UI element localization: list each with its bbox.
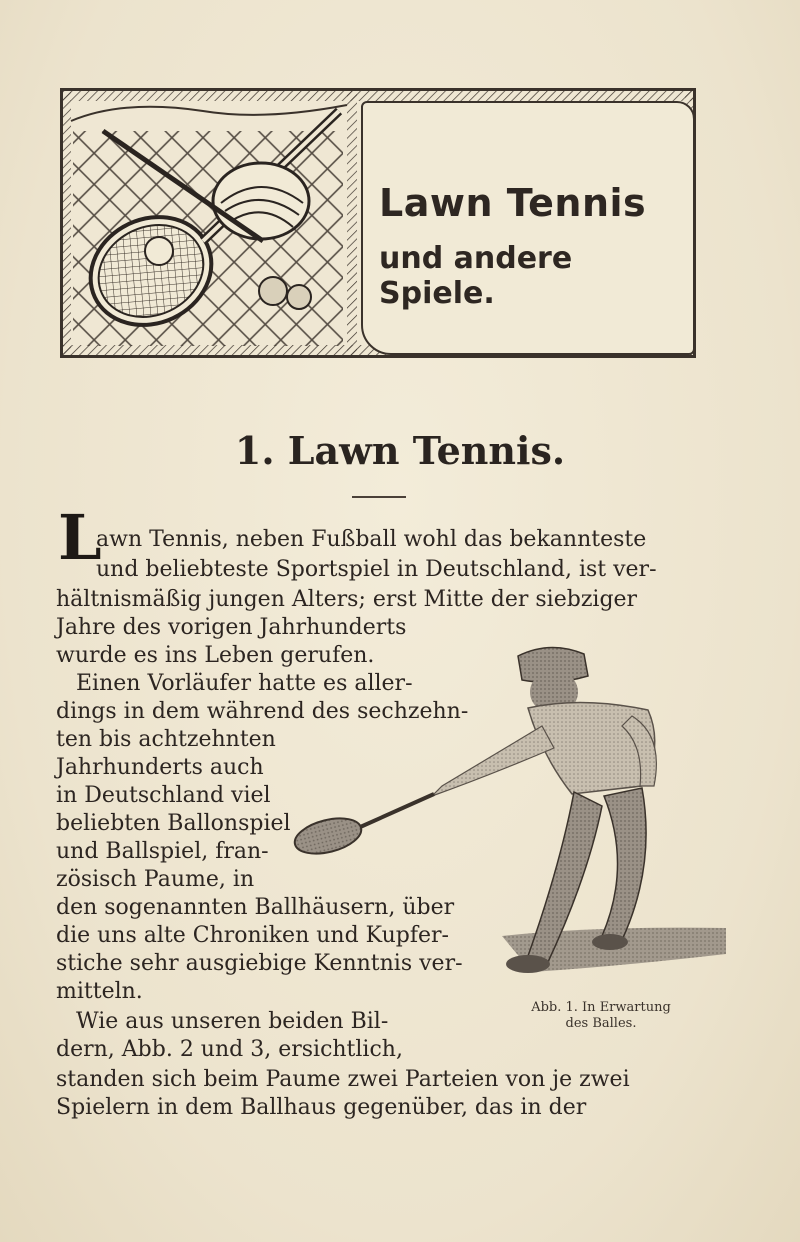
text-line: in Deutschland viel — [56, 783, 271, 808]
title-panel — [361, 101, 695, 355]
text-line: Spielern in dem Ballhaus gegenüber, das in der — [56, 1095, 587, 1120]
text-line: hältnismäßig jungen Alters; erst Mitte der siebziger — [56, 587, 638, 612]
drop-cap: L — [58, 501, 102, 574]
divider-rule — [352, 496, 406, 498]
tennis-racket-illustration — [63, 91, 359, 355]
text-line: den sogenannten Ballhäusern, über — [56, 895, 455, 920]
header-title: Lawn Tennis — [379, 181, 647, 225]
text-line: wurde es ins Leben gerufen. — [56, 643, 375, 668]
text-line: dings in dem während des sechzehn- — [56, 699, 469, 724]
text-line: beliebten Ballonspiel — [56, 811, 291, 836]
cap-icon — [213, 163, 309, 239]
chapter-heading: 1. Lawn Tennis. — [234, 428, 566, 473]
ball-icon — [259, 277, 287, 305]
text-line: und beliebteste Sportspiel in Deutschland, ist ver- — [96, 557, 657, 582]
header-subtitle: und andere Spiele. — [379, 241, 573, 311]
text-line: Jahre des vorigen Jahrhunderts — [56, 615, 407, 640]
text-line: Jahrhunderts auch — [56, 755, 264, 780]
caption-line1: Abb. 1. In Erwartung — [531, 1000, 671, 1015]
text-line: Einen Vorläufer hatte es aller- — [76, 671, 413, 696]
text-line: die uns alte Chroniken und Kupfer- — [56, 923, 449, 948]
figure-caption — [496, 1000, 706, 1032]
ball-icon — [287, 285, 311, 309]
text-line: zösisch Paume, in — [56, 867, 255, 892]
header-frame — [60, 88, 696, 358]
text-line: awn Tennis, neben Fußball wohl das bekannteste — [96, 527, 647, 552]
text-line: Wie aus unseren beiden Bil- — [76, 1009, 389, 1034]
text-line: dern, Abb. 2 und 3, ersichtlich, — [56, 1037, 403, 1062]
text-line: mitteln. — [56, 979, 143, 1004]
caption-line2: des Balles. — [565, 1016, 637, 1031]
text-line: standen sich beim Paume zwei Parteien von je zwei — [56, 1067, 630, 1092]
tennis-player-figure — [292, 636, 728, 992]
text-line: stiche sehr ausgiebige Kenntnis ver- — [56, 951, 463, 976]
text-line: ten bis achtzehnten — [56, 727, 276, 752]
text-line: und Ballspiel, fran- — [56, 839, 269, 864]
